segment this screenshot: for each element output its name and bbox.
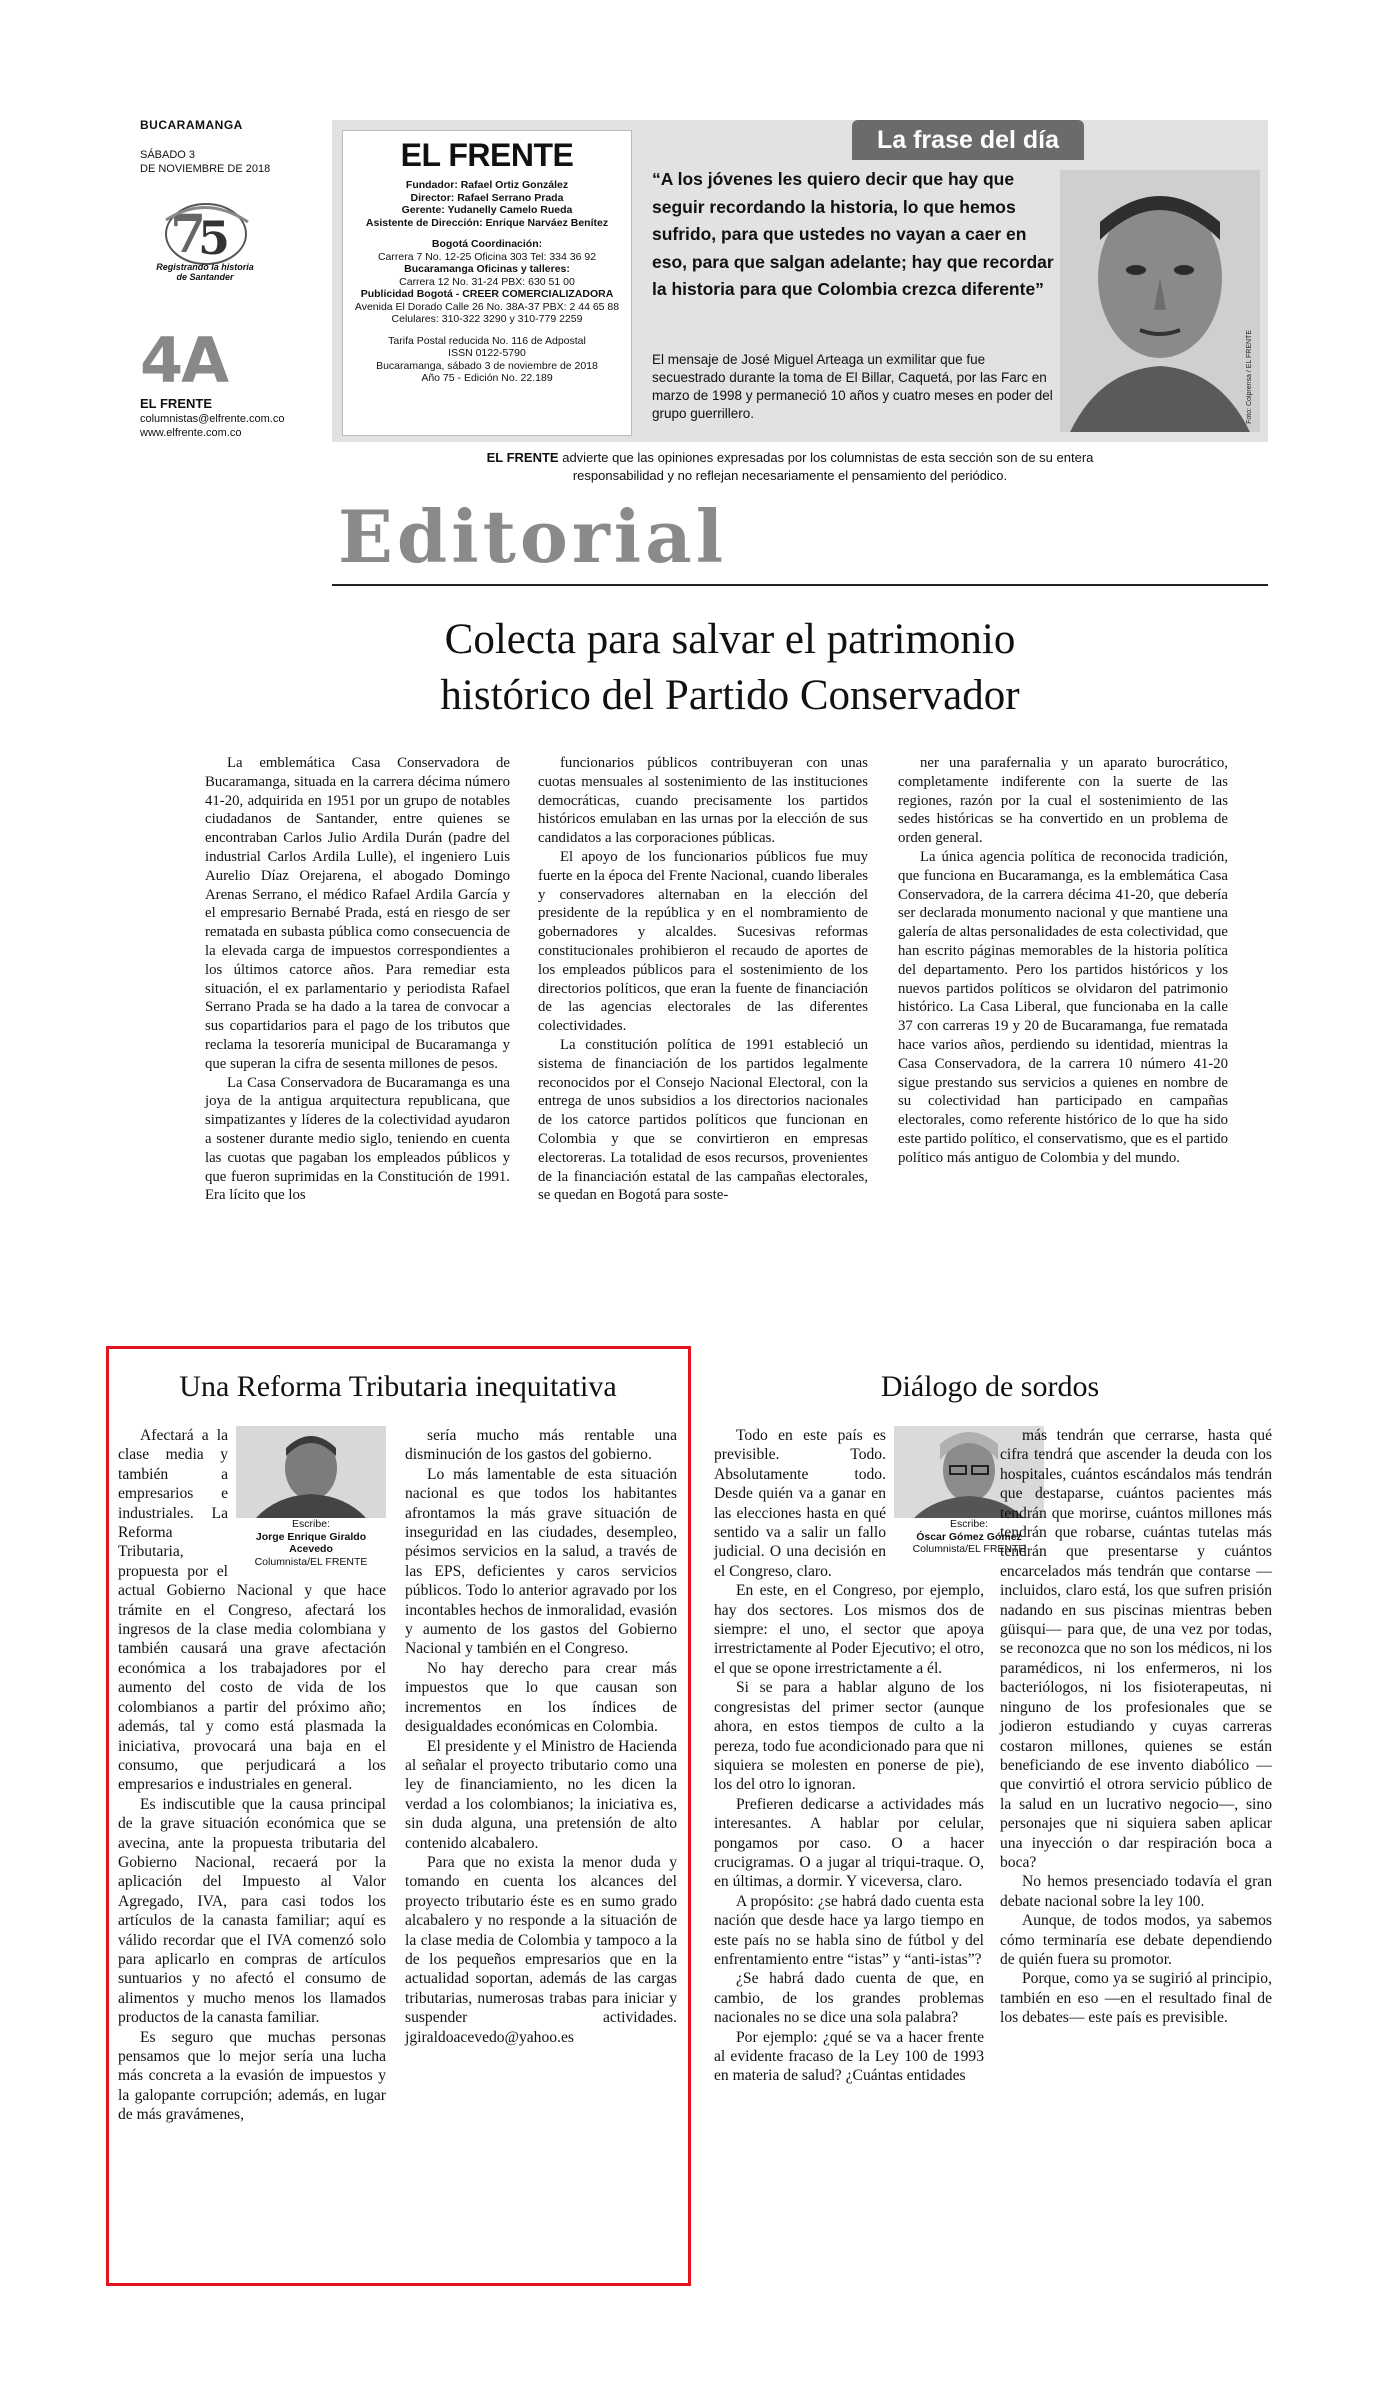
website-link[interactable]: www.elfrente.com.co [140,427,242,439]
paragraph: Lo más lamentable de esta situación nacional es que todos los habitantes afrontamos la más grave situación de inseguridad en las ciudades, desempleo, pésimos servicios en la salud, a través de las EPS, deficientes y caros servicios públicos. Todo lo anterior agravado por los incontables hechos de inmoralidad, evasión y aumento de los gastos del Gobierno Nacional y también en el Congreso. [405,1465,677,1658]
credit-line: Asistente de Dirección: Enrique Narváez Benítez [365,216,609,229]
paragraph: El apoyo de los funcionarios públicos fue muy fuerte en la época del Frente Nacional, cuando liberales y conservadores alternaban en la elección del presidente de la república y en el nombramiento de gobernadores y alcaldes. Sucesivas reformas constitucionales prohibieron el recaudo de aportes de los empleados públicos para el sostenimiento de los directorios políticos, que eran la fuente de financiación de las agencias electorales de las diferentes colectividades. [538,848,868,1035]
paragraph: No hay derecho para crear más impuestos que lo que causan son incrementos en los índices de desigualdades económicas en Colombia. [405,1659,677,1736]
credit-line: Publicidad Bogotá - CREER COMERCIALIZADORA [360,288,614,300]
publication-name: EL FRENTE [140,396,212,411]
section-title: Editorial [338,494,728,579]
credit-line: Bogotá Coordinación: [431,238,543,250]
credit-line: Fundador: Rafael Ortiz González [405,179,569,191]
editorial-column-1 [205,754,510,1205]
page-number: 4A [140,324,228,397]
editorial-headline: Colecta para salvar el patrimonio histórico del Partido Conservador [440,616,1020,719]
disclaimer-brand: EL FRENTE [486,450,559,465]
editorial-column-2 [538,754,868,1205]
paragraph: Porque, como ya se sugirió al principio, también en eso —en el resultado final de los debates— este país es previsible. [1000,1970,1272,2027]
credit-lines [343,179,631,385]
author-box-left [236,1426,386,1568]
article-right-column-1 [714,1426,1026,2086]
paragraph: No hemos presenciado todavía el gran debate nacional sobre la ley 100. [1000,1873,1272,1910]
paragraph: ner una parafernalia y un aparato burocrático, completamente indiferente con la suerte de las regiones, razón por la cual el sostenimiento de las sedes históricas se ha convertido en un problema de orden general. [898,755,1228,847]
paragraph: Si se para a hablar alguno de los congresistas del primer sector (aunque ahora, en estos tiempos de culto a la pereza, todo fue acondicionado para que ni siquiera se molesten en ponerse de pie), los del otro lo ignoran. [714,1679,984,1794]
edition-date [140,148,270,176]
paragraph: ¿Se habrá dado cuenta de que, en cambio, de los grandes problemas nacionales no se dice una sola palabra? [714,1970,984,2027]
credit-line: Director: Rafael Serrano Prada [410,191,564,204]
paragraph: La única agencia política de reconocida tradición, que funciona en Bucaramanga, es la emblemática Casa Conservadora, de la carrera décima 41-20, que debería ser declarada monumento nacional y que mantiene una galería de altas personalidades de esta colectividad, que han escrito páginas memorables de la historia política del departamento. Pero los partidos históricos y los nuevos partidos políticos se olvidaron del patrimonio histórico. La Casa Liberal, que funcionaba en la calle 37 con carreras 19 y 20 de Bucaramanga, fue rematada hace varios años, perdiendo su identidad, mientras la Casa Conservadora, de la carrera 10 número 41-20 sigue prestando sus servicios a quienes en nombre de su colectividad han participado en campañas electorales, como referente histórico de lo que ha sido este partido político, el conservatismo, que es el partido político más antiguo de Colombia y del mundo. [898,848,1228,1166]
paragraph: más tendrán que cerrarse, hasta qué cifra tendrá que ascender la deuda con los hospitales, cuántos escándalos más tendrán que destaparse, cuántos pacientes más tendrán que morirse, cuántos millones más tendrán que robarse, cuántas tutelas más tendrán que presentarse y cuántos encarcelados más tendrán que contarse —incluidos, claro está, los que sufren prisión nadando en sus piscinas mientras beben güisqui— para que, de una vez por todas, se reconozca que no son los médicos, ni los paramédicos, ni los enfermeros, ni los bacteriólogos, ni los fisioterapeutas, ni ninguno de los profesionales que se jodieron estudiando y cuyas carreras costaron millones, quienes se están beneficiando de ese invento diabólico —que convirtió el otrora servicio público de la salud en un lucrativo negocio—, sino personajes que ni siquiera saben aplicar una inyección o dar respiración boca a boca? [1000,1427,1272,1871]
paragraph: funcionarios públicos contribuyeran con unas cuotas mensuales al sostenimiento de las instituciones democráticas, cuando precisamente los partidos históricos emulaban en las urnas por la elección de sus candidatos a las corporaciones públicas. [538,755,868,847]
editorial-column-3 [898,754,1228,1168]
quote-of-day-title: La frase del día [852,120,1084,160]
paragraph: Afectará a la clase media y también a empresarios e industriales. La Reforma Tributaria, propuesta por el actual Gobierno Nacional y que hace trámite en el Congreso, afectará los ingresos de la clase media colombiana y también causará una grave afectación económica a los trabajadores por el aumento del costo de vida de los colombianos a partir del próximo año; además, tal y como está plasmada la iniciativa, provocará una baja en el consumo, que perjudicará a los empresarios e industriales en general. [118,1427,386,1794]
paragraph: Es indiscutible que la causa principal de la grave situación económica que se avecina, ante la propuesta tributaria del Gobierno Nacional, recaerá por la aplicación del Impuesto al Valor Agregado, IVA, para casi todos los artículos de la canasta familiar; aquí es válido recordar que el IVA comenzó solo para aplicarlo en compras de artículos suntuarios y no afectó el consumo de alimentos y mucho menos los llamados productos de la canasta familiar. [118,1795,386,2027]
article-right-title: Diálogo de sordos [880,1370,1100,1403]
author-caption-left: Escribe: Jorge Enrique Giraldo Acevedo Columnista/EL FRENTE [236,1518,386,1568]
credit-line: Avenida El Dorado Calle 26 No. 38A-37 PBX: 2 44 65 88 [354,300,620,313]
credit-line: Bucaramanga Oficinas y talleres: [404,263,570,275]
quote-photo [1060,170,1260,432]
paragraph: Para que no exista la menor duda y tomando en cuenta los alcances del proyecto tributario éste es en sumo grado alcabalero y no responde a la situación de la clase media de Colombia y tampoco a la de los pequeños empresarios que en la actualidad soportan, además de las cargas tributarias, numerosas trabas para iniciar y suspender actividades. jgiraldoacevedo@yahoo.es [405,1853,677,2046]
credit-line: Tarifa Postal reducida No. 116 de Adpostal [388,334,586,347]
paragraph: El presidente y el Ministro de Hacienda al señalar el proyecto tributario como una ley de financiamiento, no les dicen la verdad a los colombianos; la iniciativa es, sin duda alguna, una pretensión de alto contenido alcabalero. [405,1737,677,1852]
author-photo-left [236,1426,386,1518]
city-label: BUCARAMANGA [140,118,243,132]
paragraph: A propósito: ¿se habrá dado cuenta esta nación que desde hace ya largo tiempo en este país no se habla sino de fútbol y del enfrentamiento entre “istas” y “anti-istas”? [714,1892,984,1968]
author-caption-right: Escribe: Óscar Gómez Gómez Columnista/EL FRENTE [894,1518,1044,1556]
logo-caption: Registrando la historia de Santander [156,262,254,282]
credit-line: Carrera 12 No. 31-24 PBX: 630 51 00 [399,275,575,288]
quote-text: “A los jóvenes les quiero decir que hay que seguir recordando la historia, lo que hemos sufrido, para que ustedes no vayan a caer en eso, para que salgan adelante; hay que recordar la historia para que Colombia crezca diferente” [652,169,1054,299]
paragraph: En este, en el Congreso, por ejemplo, hay dos sectores. Los mismos dos de siempre: el uno, el sector que apoya irrestrictamente al Poder Ejecutivo; el otro, el que se opone irrestrictamente a él. [714,1582,984,1677]
article-right-column-2 [1000,1426,1272,2028]
credit-gap [343,326,631,335]
paragraph: Es seguro que muchas personas pensamos que lo mejor sería una lucha más concreta a la evasión de impuestos y la galopante corrupción; además, en lugar de más gravámenes, [118,2028,386,2124]
credit-line: Gerente: Yudanelly Camelo Rueda [401,204,573,216]
credit-line: Celulares: 310-322 3290 y 310-779 2259 [391,313,583,325]
paragraph: La Casa Conservadora de Bucaramanga es una joya de la antigua arquitectura republicana, que simpatizantes y líderes de la colectividad ayudaron a sostener durante medio siglo, teniendo en cuenta las cuotas que pagaban los empleados públicos y que fueron suprimidas en la Constitución de 1991. Era lícito que los [205,1074,510,1204]
author-name-right: Óscar Gómez Gómez [916,1530,1022,1543]
credit-line: Bucaramanga, sábado 3 de noviembre de 2018 [376,359,598,372]
paragraph: La emblemática Casa Conservadora de Bucaramanga, situada en la carrera décima número 41-20, adquirida en 1951 por un grupo de notables ciudadanos de Santander, entre quienes se encontraban Carlos Julio Ardila Durán (padre del industrial Carlos Ardila Lulle), el ingeniero Luis Aurelio Díaz Orejarena, el abogado Domingo Arenas Serrano, el médico Rafael Ardila García y el empresario Bernabé Prada, está en riesgo de ser rematada en subasta pública como consecuencia de la elevada carga de impuestos correspondientes a los últimos catorce años. Para remediar esta situación, el ex parlamentario y periodista Rafael Serrano Prada se ha dado a la tarea de convocar a sus copartidarios para el pago de los tributos que reclama la tesorería municipal de Bucaramanga y que superan la cifra de sesenta millones de pesos. [205,755,510,1072]
svg-text:7: 7 [170,204,207,265]
article-left-column-2 [405,1426,677,2047]
paragraph: Por ejemplo: ¿qué se va a hacer frente al evidente fracaso de la Ley 100 de 1993 en materia de salud? ¿Cuántas entidades [714,2028,984,2085]
paragraph: La constitución política de 1991 estableció un sistema de financiación de los partidos legalmente reconocidos por el Consejo Nacional Electoral, con la entrega de unos subsidios a los directorios nacionales de los catorce partidos políticos que funcionan en Colombia y que se convirtieron en empresas electoreras. La totalidad de esos recursos, provenientes de la financiación estatal de las campañas electorales, se quedan en Bogotá para soste- [538,1036,868,1204]
date-line-1: SÁBADO 3 [140,149,196,161]
quote-description: El mensaje de José Miguel Arteaga un exmilitar que fue secuestrado durante la toma de El Billar, Caquetá, por las Farc en marzo de 1998 y permaneció 10 años y cuatro meses en poder del grupo guerrillero. [652,352,1053,421]
author-name-left: Jorge Enrique Giraldo Acevedo [255,1530,367,1555]
date-line-2: DE NOVIEMBRE DE 2018 [140,163,271,175]
credit-gap [343,229,631,238]
paragraph: sería mucho más rentable una disminución de los gastos del gobierno. [405,1427,677,1464]
photo-credit: Foto: Colprensa / EL FRENTE [1246,330,1253,424]
credit-line: ISSN 0122-5790 [448,347,526,359]
paragraph: Todo en este país es previsible. Todo. Absolutamente todo. Desde quién va a ganar en las elecciones hasta en qué sentido va a salir un fallo judicial. O una decisión en el Congreso, claro. [714,1427,886,1580]
disclaimer-text: advierte que las opiniones expresadas por los columnistas de esta sección son de su entera responsabilidad y no reflejan necesariamente el pensamiento del periódico. [558,450,1094,483]
contact-info [140,412,284,440]
anniversary-logo-icon [158,200,256,300]
email-link[interactable]: columnistas@elfrente.com.co [140,413,285,425]
article-left-title: Una Reforma Tributaria inequitativa [179,1370,617,1403]
section-rule [332,584,1268,586]
opinion-disclaimer [440,449,1140,485]
masthead-credits [342,130,632,436]
credit-line: Año 75 - Edición No. 22.189 [421,372,553,384]
masthead-title: EL FRENTE [400,137,574,173]
svg-text:5: 5 [198,211,231,265]
article-left-column-1 [118,1426,386,2125]
paragraph: Prefieren dedicarse a actividades más interesantes. A hablar por celular, pongamos por caso. O a hacer crucigramas. O a jugar al triqui-traque. O, en últimas, a dormir. Y viceversa, claro. [714,1795,984,1891]
paragraph: Aunque, de todos modos, ya sabemos cómo terminaría ese debate dependiendo de quién fuera su promotor. [1000,1912,1272,1968]
credit-line: Carrera 7 No. 12-25 Oficina 303 Tel: 334 36 92 [377,250,597,263]
